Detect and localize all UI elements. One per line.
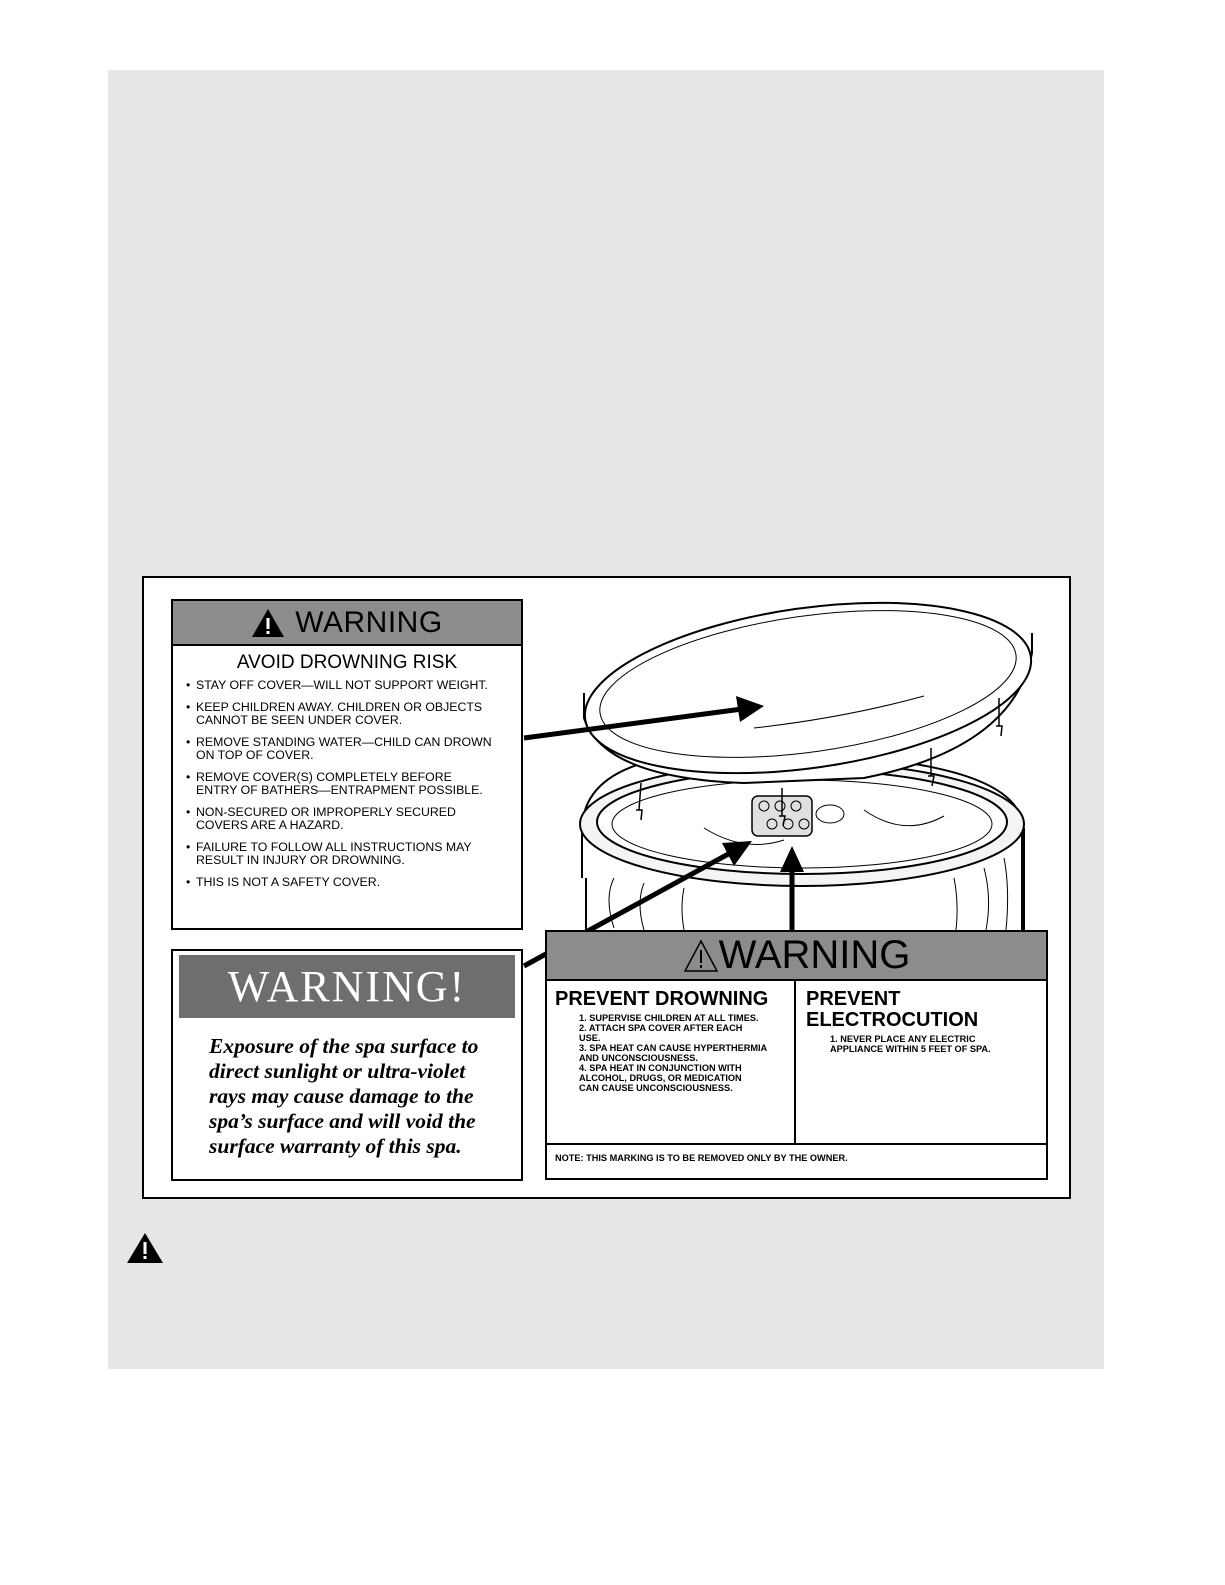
cover-warning-subtitle: AVOID DROWNING RISK xyxy=(236,652,458,673)
surface-warning-label xyxy=(171,949,523,1181)
spa-tub xyxy=(580,756,1024,930)
spa-warning-columns xyxy=(547,981,1046,1145)
cover-warning-list xyxy=(173,679,521,889)
owner-removal-note: NOTE: THIS MARKING IS TO BE REMOVED ONLY BY THE OWNER. xyxy=(555,1153,848,1163)
list-item: 2. ATTACH SPA COVER AFTER EACH USE. xyxy=(579,1023,743,1043)
list-item: 1. NEVER PLACE ANY ELECTRIC APPLIANCE WITHIN 5 FEET OF SPA. xyxy=(830,1034,991,1054)
spa-warning-label xyxy=(545,930,1048,1180)
surface-warning-text: Exposure of the spa surface to direct sunlight or ultra-violet rays may cause damage to the spa’s surface and will void the surface warranty of this spa. xyxy=(209,1034,479,1158)
list-item: 4. SPA HEAT IN CONJUNCTION WITH ALCOHOL, DRUGS, OR MEDICATION CAN CAUSE UNCONSCIOUSNESS. xyxy=(579,1063,742,1093)
labels-diagram xyxy=(142,576,1071,1199)
list-item: • REMOVE STANDING WATER—CHILD CAN DROWN ON TOP OF COVER. xyxy=(186,736,521,763)
warning-triangle-icon xyxy=(126,1232,164,1264)
prevent-drowning-list xyxy=(555,1013,794,1093)
prevent-electrocution-column xyxy=(796,981,1046,1143)
list-item: • STAY OFF COVER—WILL NOT SUPPORT WEIGHT. xyxy=(186,679,521,693)
prevent-electrocution-list xyxy=(806,1034,1046,1054)
list-item: • NON-SECURED OR IMPROPERLY SECURED COVERS ARE A HAZARD. xyxy=(186,806,521,833)
list-item: • THIS IS NOT A SAFETY COVER. xyxy=(186,876,521,890)
spa-warning-title: WARNING xyxy=(718,933,911,977)
cover-warning-header xyxy=(173,601,521,646)
list-item: • KEEP CHILDREN AWAY. CHILDREN OR OBJECTS CANNOT BE SEEN UNDER COVER. xyxy=(186,701,521,728)
list-item: 1. SUPERVISE CHILDREN AT ALL TIMES. xyxy=(579,1013,759,1023)
warning-outline-triangle-icon xyxy=(683,939,719,973)
warning-triangle-icon xyxy=(251,608,285,638)
prevent-drowning-column xyxy=(547,981,796,1143)
cover-warning-label xyxy=(171,599,523,930)
list-item: 3. SPA HEAT CAN CAUSE HYPERTHERMIA AND UNCONSCIOUSNESS. xyxy=(579,1043,768,1063)
prevent-drowning-heading: PREVENT DROWNING xyxy=(555,988,769,1010)
list-item: • FAILURE TO FOLLOW ALL INSTRUCTIONS MAY RESULT IN INJURY OR DROWNING. xyxy=(186,841,521,868)
spa-warning-header xyxy=(547,932,1046,981)
prevent-electrocution-heading: PREVENT ELECTROCUTION xyxy=(806,988,979,1031)
surface-warning-title: WARNING! xyxy=(179,955,515,1018)
list-item: • REMOVE COVER(S) COMPLETELY BEFORE ENTRY OF BATHERS—ENTRAPMENT POSSIBLE. xyxy=(186,771,521,798)
cover-warning-title: WARNING xyxy=(295,605,443,639)
